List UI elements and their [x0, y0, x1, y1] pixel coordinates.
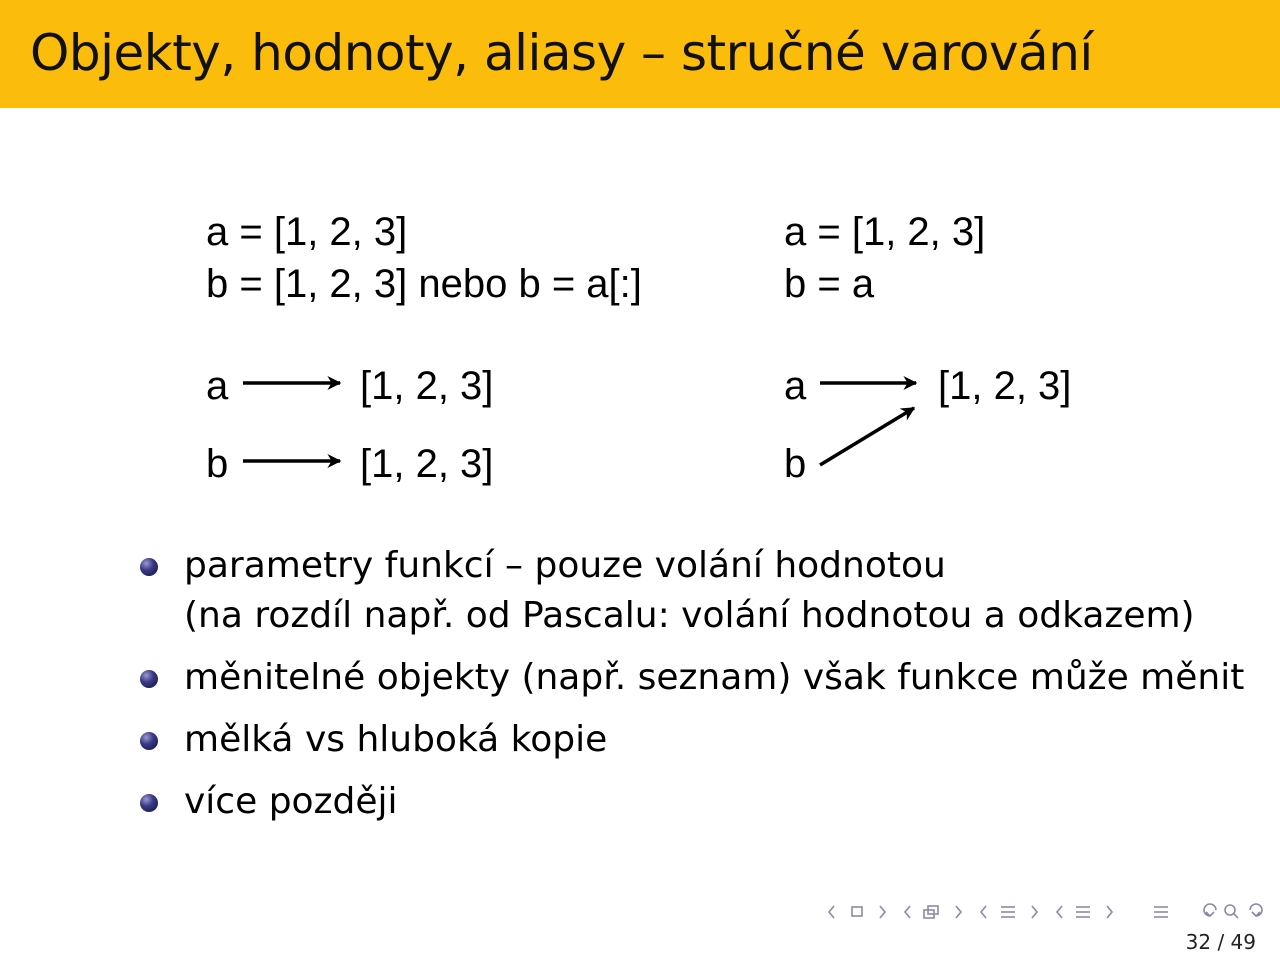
bullet-text-continued: (na rozdíl např. od Pascalu: volání hodnotou a odkazem) [184, 595, 1195, 636]
nav-section-prev-icon[interactable] [981, 906, 986, 918]
left-var-a: a [206, 364, 229, 408]
bullet-icon [140, 558, 158, 576]
nav-frame-prev-icon[interactable] [829, 906, 834, 918]
right-target: [1, 2, 3] [938, 364, 1072, 408]
nav-back-icon[interactable] [1204, 904, 1216, 916]
nav-section-icon[interactable] [1001, 907, 1015, 917]
nav-document-prev-icon[interactable] [1057, 906, 1062, 918]
nav-frame-icon[interactable] [852, 907, 862, 916]
nav-forward-icon[interactable] [1250, 904, 1262, 916]
left-code-line-2: b = [1, 2, 3] nebo b = a[:] [206, 262, 642, 306]
bullet-text: mělká vs hluboká kopie [184, 719, 608, 760]
slide-title: Objekty, hodnoty, aliasy – stručné varování [30, 24, 1093, 82]
bullet-icon [140, 670, 158, 688]
nav-document-icon[interactable] [1076, 907, 1090, 917]
nav-subsection-prev-icon[interactable] [905, 906, 910, 918]
bullet-text: více později [184, 781, 398, 822]
right-var-b: b [784, 442, 807, 486]
bullet-text: parametry funkcí – pouze volání hodnotou [184, 545, 946, 586]
nav-appendix-icon[interactable] [1154, 907, 1168, 917]
right-var-a: a [784, 364, 807, 408]
navigation-bar [826, 900, 1272, 926]
right-code-line-2: b = a [784, 262, 875, 306]
bullet-text: měnitelné objekty (např. seznam) však funkce může měnit [184, 657, 1245, 698]
right-code-line-1: a = [1, 2, 3] [784, 210, 986, 254]
nav-subsection-icon[interactable] [924, 906, 938, 918]
left-target-b: [1, 2, 3] [360, 442, 494, 486]
nav-search-icon[interactable] [1225, 905, 1238, 918]
left-code-line-1: a = [1, 2, 3] [206, 210, 408, 254]
nav-frame-next-icon[interactable] [880, 906, 885, 918]
right-arrow-b [820, 408, 914, 465]
bullet-icon [140, 794, 158, 812]
left-var-b: b [206, 442, 229, 486]
page-number: 32 / 49 [1185, 930, 1256, 954]
left-target-a: [1, 2, 3] [360, 364, 494, 408]
nav-document-next-icon[interactable] [1107, 906, 1112, 918]
nav-section-next-icon[interactable] [1032, 906, 1037, 918]
bullet-icon [140, 732, 158, 750]
nav-subsection-next-icon[interactable] [956, 906, 961, 918]
